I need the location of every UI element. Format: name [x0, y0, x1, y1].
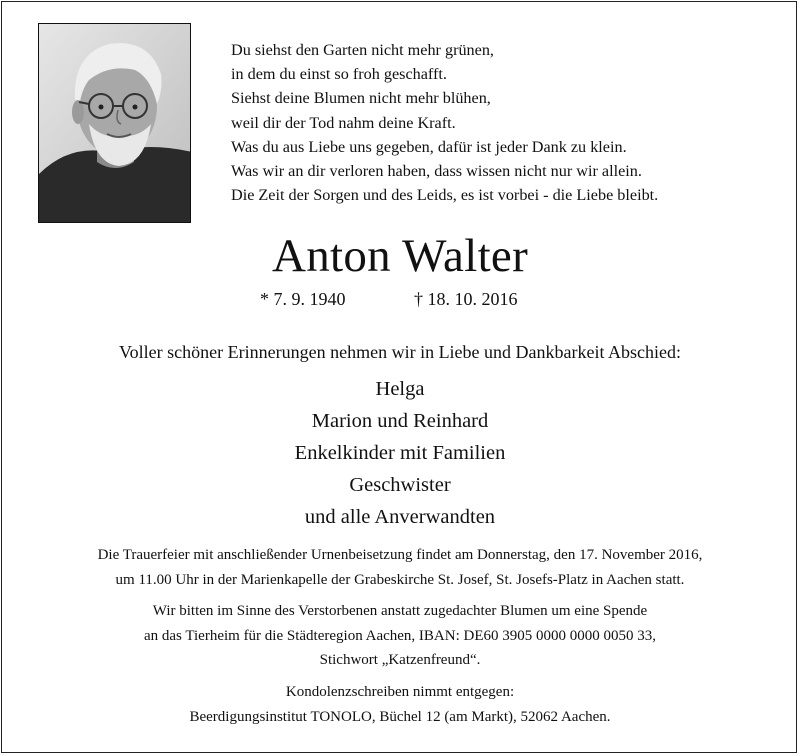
poem-line: Die Zeit der Sorgen und des Leids, es ist vorbei - die Liebe bleibt.: [231, 186, 659, 205]
condolence-line: Beerdigungsinstitut TONOLO, Büchel 12 (am Markt), 52062 Aachen.: [189, 708, 611, 725]
poem-line: Was wir an dir verloren haben, dass wissen nicht nur wir allein.: [231, 162, 642, 181]
funeral-line: Die Trauerfeier mit anschließender Urnenbeisetzung findet am Donnerstag, den 17. November 2016,: [97, 547, 703, 563]
death-date: † 18. 10. 2016: [414, 289, 518, 309]
mourner-entry: und alle Anverwandten: [304, 506, 496, 528]
donation-line: Stichwort „Katzenfreund“.: [319, 652, 481, 668]
donation-line: an das Tierheim für die Städteregion Aachen, IBAN: DE60 3905 0000 0000 0050 33,: [143, 627, 656, 644]
mourner-entry: Helga: [375, 378, 425, 400]
portrait-image: [39, 24, 191, 223]
deceased-name: Anton Walter: [271, 230, 529, 282]
poem-line: Du siehst den Garten nicht mehr grünen,: [231, 41, 494, 59]
condolence-info: [0, 680, 800, 729]
mourners-list: [0, 373, 800, 533]
condolence-line: Kondolenzschreiben nimmt entgegen:: [285, 684, 515, 700]
farewell-intro: Voller schöner Erinnerungen nehmen wir in Liebe und Dankbarkeit Abschied:: [118, 342, 681, 362]
poem-line: Siehst deine Blumen nicht mehr blühen,: [231, 89, 491, 108]
poem: [231, 38, 791, 207]
funeral-info: [0, 543, 800, 592]
funeral-line: um 11.00 Uhr in der Marienkapelle der Grabeskirche St. Josef, St. Josefs-Platz in Aachen statt.: [115, 571, 685, 588]
birth-date: * 7. 9. 1940: [260, 289, 346, 309]
poem-line: in dem du einst so froh geschafft.: [231, 65, 447, 84]
poem-line: weil dir der Tod nahm deine Kraft.: [231, 113, 456, 132]
donation-line: Wir bitten im Sinne des Verstorbenen anstatt zugedachter Blumen um eine Spende: [152, 603, 648, 619]
donation-info: [0, 599, 800, 673]
poem-line: Was du aus Liebe uns gegeben, dafür ist jeder Dank zu klein.: [231, 137, 627, 156]
portrait-photo: [38, 23, 191, 223]
mourner-entry: Marion und Reinhard: [311, 410, 489, 432]
mourner-entry: Geschwister: [349, 474, 451, 496]
mourner-entry: Enkelkinder mit Familien: [294, 442, 506, 464]
